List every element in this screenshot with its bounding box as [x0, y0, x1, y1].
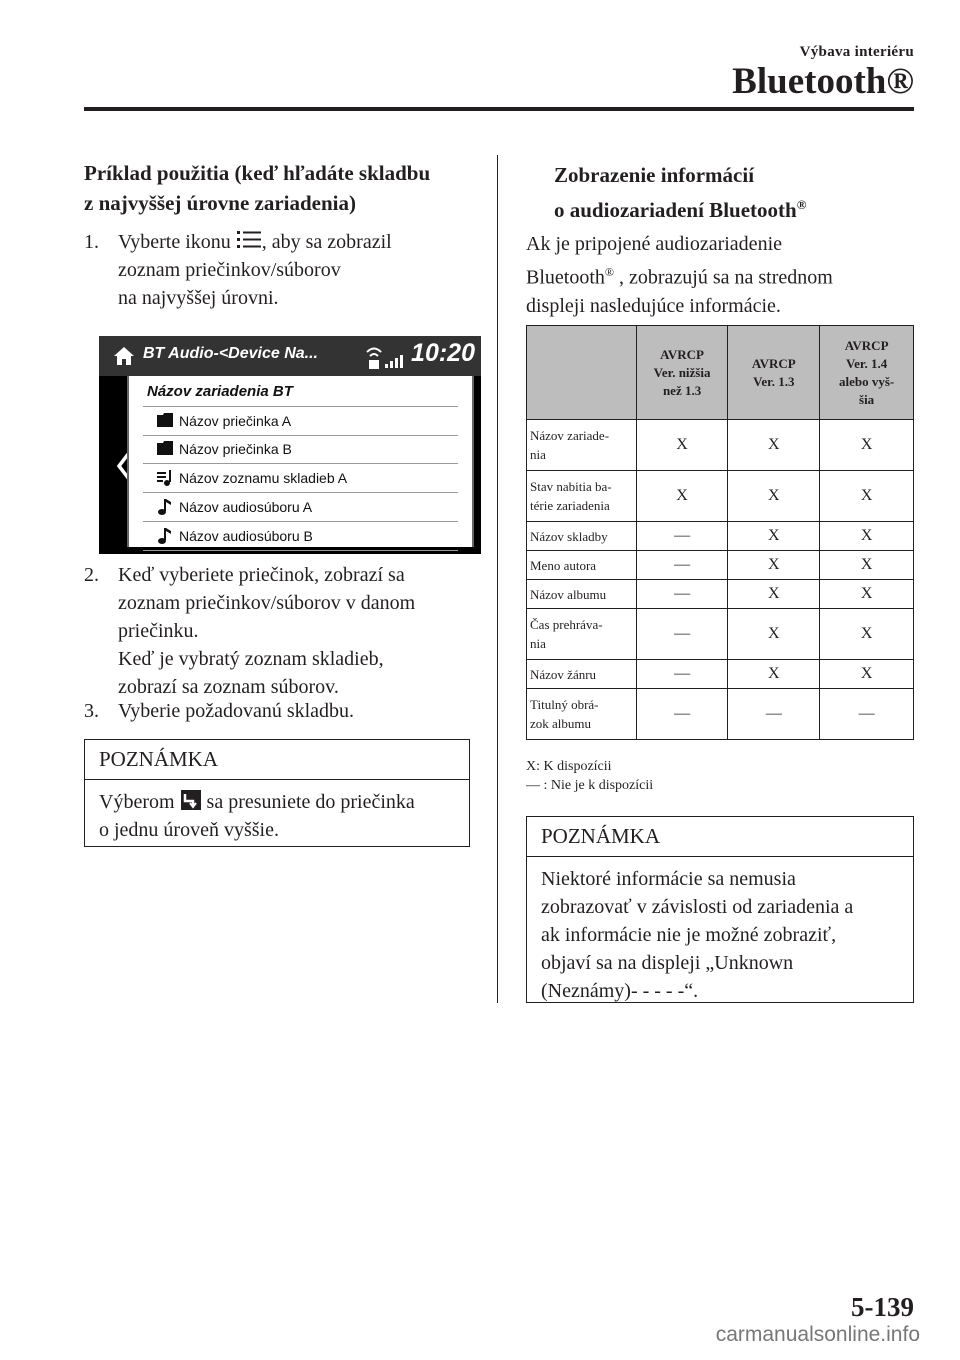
- list-icon: [237, 230, 261, 250]
- screen-clock: 10:20: [411, 339, 475, 367]
- table-header: AVRCP Ver. nižšia než 1.3: [636, 326, 728, 420]
- column-divider: [497, 155, 498, 1003]
- bt-info-paragraph: Ak je pripojené audiozariadenie Bluetooth® , zobrazujú sa na strednom displeji nasledujúce informácie.: [526, 233, 833, 317]
- list-item[interactable]: Názov priečinka B: [143, 435, 458, 464]
- music-note-icon: [157, 528, 173, 544]
- table-row: Stav nabitia ba- térie zariadenia X X X: [527, 471, 914, 522]
- table-row: Čas prehráva- nia — X X: [527, 609, 914, 660]
- section-label: Výbava interiéru: [799, 44, 914, 60]
- table-row: Názov zariade- nia X X X: [527, 420, 914, 471]
- scroll-track: [472, 376, 474, 547]
- note-box-right: POZNÁMKA Niektoré informácie sa nemusia zobrazovať v závislosti od zariadenia a ak informácie nie je možné zobraziť, objaví sa na displeji „Unknown (Neznámy)- - - - -“.: [526, 816, 914, 1003]
- watermark: carmanualsonline.info: [715, 1323, 920, 1346]
- page-number: 5-139: [851, 1292, 914, 1322]
- note-title: POZNÁMKA: [527, 817, 913, 857]
- table-header: AVRCP Ver. 1.3: [728, 326, 820, 420]
- step-2: 2. Keď vyberiete priečinok, zobrazí sa zoznam priečinkov/súborov v danom priečinku. Keď je vybratý zoznam skladieb, zobrazí sa zoznam súborov.: [84, 564, 416, 698]
- playlist-icon: [157, 470, 173, 486]
- table-row: Titulný obrá- zok albumu — — —: [527, 689, 914, 740]
- header-rule: [84, 107, 914, 111]
- legend-available: X: K dispozícii: [526, 759, 612, 774]
- signal-strength-icon: [385, 354, 405, 368]
- step-3: 3. Vyberie požadovanú skladbu.: [84, 700, 355, 722]
- music-note-icon: [157, 499, 173, 515]
- step-1: 1. Vyberte ikonu , aby sa zobrazil zoznam priečinkov/súborov na najvyššej úrovni.: [84, 231, 392, 309]
- table-header-empty: [527, 326, 637, 420]
- screen-list-panel: [129, 376, 472, 547]
- list-item[interactable]: Názov audiosúboru A: [143, 493, 458, 522]
- folder-icon: [157, 413, 173, 427]
- example-heading: Príklad použitia (keď hľadáte skladbu z najvyššej úrovne zariadenia): [84, 161, 431, 215]
- screen-title: BT Audio-<Device Na...: [143, 345, 318, 362]
- home-icon: [113, 346, 135, 366]
- page-title: Bluetooth®: [732, 61, 914, 102]
- table-row: Názov žánru — X X: [527, 660, 914, 689]
- table-row: Meno autora — X X: [527, 551, 914, 580]
- folder-icon: [157, 441, 173, 455]
- bt-signal-icon: [365, 343, 383, 371]
- table-row: Názov skladby — X X: [527, 522, 914, 551]
- note-box-left: POZNÁMKA Výberom sa presuniete do priečinka o jednu úroveň vyššie.: [84, 739, 470, 847]
- folder-up-icon: [181, 790, 201, 810]
- bt-info-heading: Zobrazenie informácií o audiozariadení Bluetooth®: [554, 163, 807, 222]
- bt-audio-screen: [99, 336, 481, 554]
- device-name: Názov zariadenia BT: [147, 383, 293, 400]
- legend-unavailable: — : Nie je k dispozícii: [526, 778, 654, 793]
- avrcp-table: [526, 325, 914, 740]
- table-header: AVRCP Ver. 1.4 alebo vyš- šia: [820, 326, 914, 420]
- list-item[interactable]: Názov zoznamu skladieb A: [143, 464, 458, 493]
- note-title: POZNÁMKA: [85, 740, 469, 780]
- table-row: Názov albumu — X X: [527, 580, 914, 609]
- screen-top-bar: [99, 336, 481, 376]
- scroll-track: [127, 376, 129, 547]
- list-item[interactable]: Názov audiosúboru B: [143, 522, 458, 551]
- list-item[interactable]: Názov priečinka A: [143, 406, 458, 436]
